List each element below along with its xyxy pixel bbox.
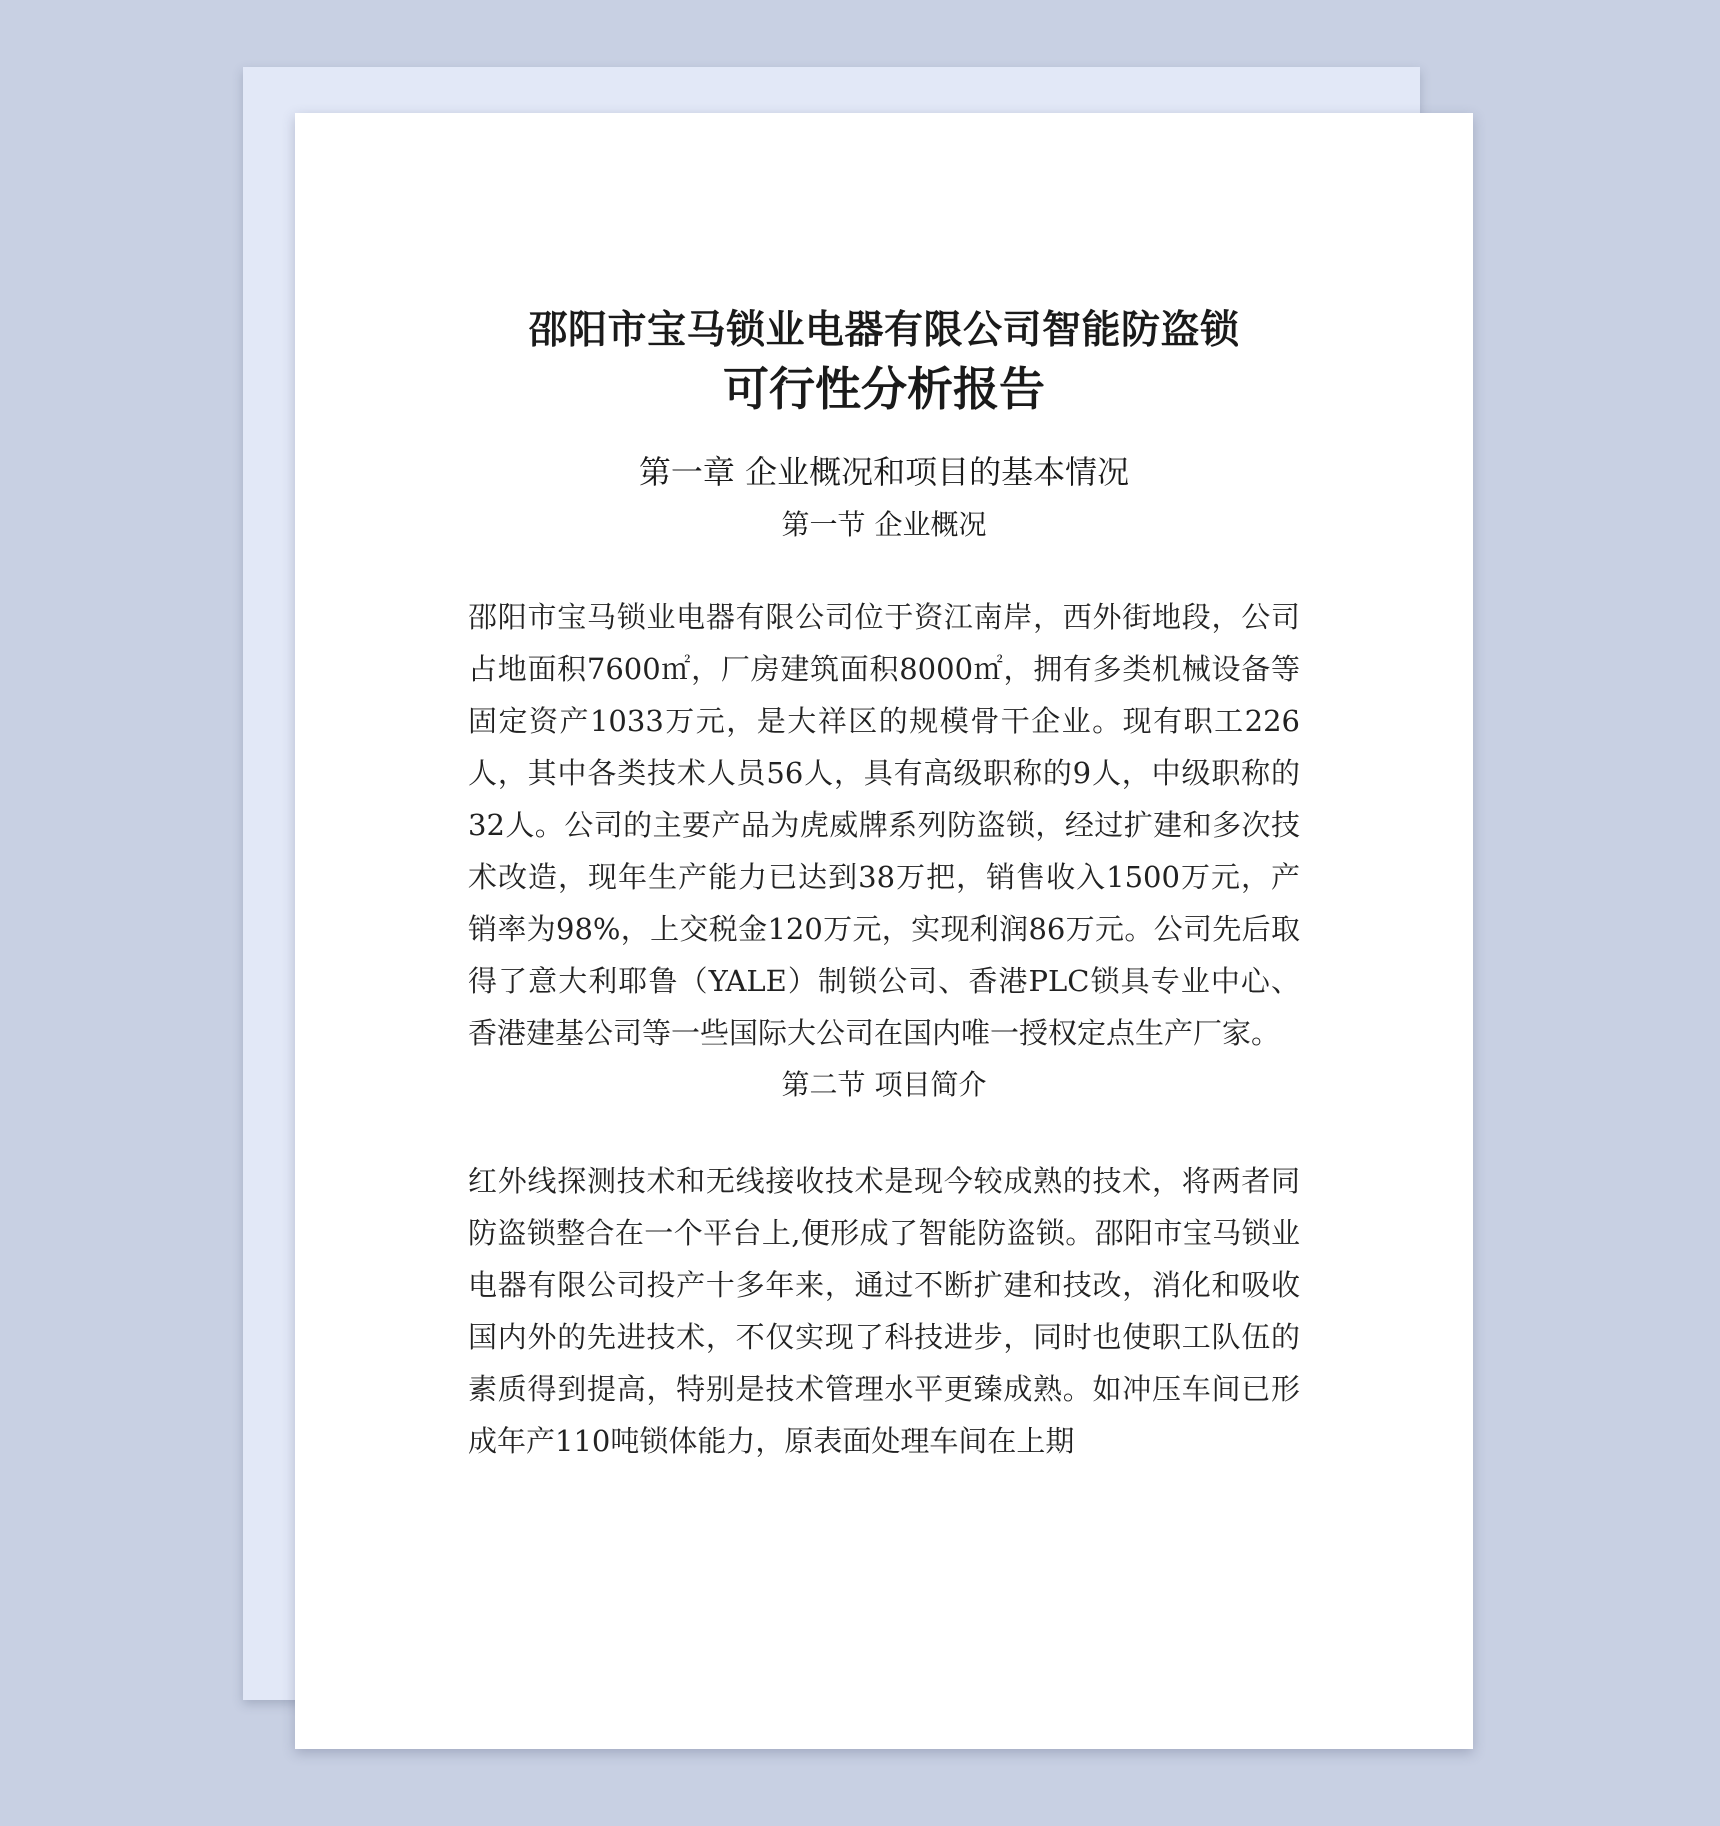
title-line-1: 邵阳市宝马锁业电器有限公司智能防盗锁 [528, 308, 1240, 353]
chapter-heading: 第一章 企业概况和项目的基本情况 [638, 453, 1130, 491]
document-content [468, 303, 1300, 1467]
section-1-paragraph: 邵阳市宝马锁业电器有限公司位于资江南岸，西外街地段，公司占地面积7600㎡，厂房建筑面积8000㎡，拥有多类机械设备等固定资产1033万元，是大祥区的规模骨干企业。现有职工226人，其中各类技术人员56人，具有高级职称的9人，中级职称的32人。公司的主要产品为虎威牌系列防盗锁，经过扩建和多次技术改造，现年生产能力已达到38万把，销售收入1500万元，产销率为98%，上交税金120万元，实现利润86万元。公司先后取得了意大利耶鲁（YALE）制锁公司、香港PLC锁具专业中心、香港建基公司等一些国际大公司在国内唯一授权定点生产厂家。 [468, 600, 1300, 1050]
document-title [468, 303, 1300, 419]
section-heading-2: 第二节 项目简介 [781, 1068, 987, 1101]
document-page [295, 113, 1473, 1749]
title-line-2: 可行性分析报告 [723, 362, 1045, 416]
section-heading-1: 第一节 企业概况 [781, 508, 987, 541]
section-2-paragraph: 红外线探测技术和无线接收技术是现今较成熟的技术，将两者同防盗锁整合在一个平台上,便形成了智能防盗锁。邵阳市宝马锁业电器有限公司投产十多年来，通过不断扩建和技改，消化和吸收国内外的先进技术，不仅实现了科技进步，同时也使职工队伍的素质得到提高，特别是技术管理水平更臻成熟。如冲压车间已形成年产110吨锁体能力，原表面处理车间在上期 [468, 1164, 1300, 1458]
